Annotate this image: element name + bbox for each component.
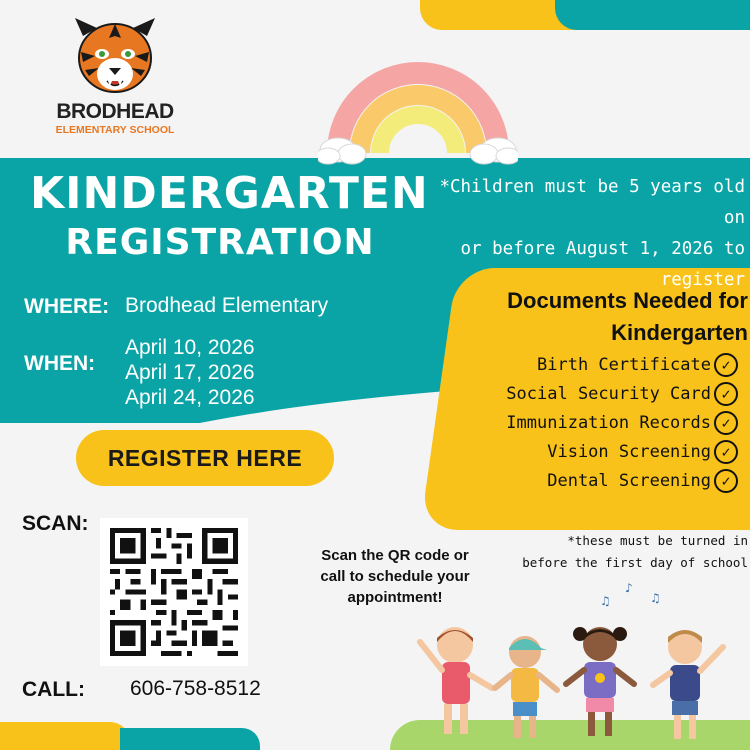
age-note-line-1: *Children must be 5 years old on: [439, 177, 745, 228]
check-circle-icon: ✓: [714, 353, 738, 377]
check-circle-icon: ✓: [714, 411, 738, 435]
document-item: [430, 408, 738, 437]
school-name: BRODHEAD: [56, 100, 174, 123]
date-item: April 10, 2026: [125, 336, 255, 359]
document-label: Immunization Records: [506, 412, 711, 433]
scan-message-line-1: Scan the QR code or: [321, 547, 469, 564]
bottom-teal-accent: [120, 728, 260, 750]
call-label: CALL:: [22, 678, 85, 701]
date-item: April 24, 2026: [125, 386, 255, 409]
check-circle-icon: ✓: [714, 469, 738, 493]
documents-title-line-2: Kindergarten: [611, 320, 748, 345]
age-requirement-note: [410, 172, 745, 296]
svg-text:♫: ♫: [600, 594, 611, 608]
turned-in-line-2: before the first day of school: [522, 555, 748, 570]
date-item: April 17, 2026: [125, 361, 255, 384]
title-line-1: KINDERGARTEN: [30, 168, 429, 219]
where-label: WHERE:: [24, 295, 110, 318]
document-item: [430, 437, 738, 466]
where-value: Brodhead Elementary: [125, 294, 329, 317]
scan-label: SCAN:: [22, 512, 89, 535]
age-note-line-3: register: [660, 270, 745, 290]
documents-title: [430, 285, 748, 349]
register-here-button[interactable]: REGISTER HERE: [76, 430, 334, 486]
rainbow-icon: [318, 58, 518, 168]
school-subtitle: ELEMENTARY SCHOOL: [55, 124, 175, 136]
svg-text:♫: ♫: [650, 591, 661, 605]
children-illustration: [400, 580, 745, 750]
check-circle-icon: ✓: [714, 440, 738, 464]
check-circle-icon: ✓: [714, 382, 738, 406]
document-label: Birth Certificate: [537, 354, 711, 375]
qr-code[interactable]: [100, 518, 248, 666]
phone-number[interactable]: 606-758-8512: [130, 677, 261, 700]
when-dates: [125, 335, 255, 410]
top-teal-accent: [555, 0, 750, 30]
document-item: [430, 466, 738, 495]
turned-in-line-1: *these must be turned in: [567, 533, 748, 548]
turned-in-note: [520, 530, 748, 574]
scan-message-line-2: call to schedule your: [320, 568, 470, 585]
documents-list: [430, 350, 738, 495]
document-label: Vision Screening: [547, 441, 711, 462]
document-item: [430, 379, 738, 408]
music-note-icon: [600, 581, 661, 608]
when-label: WHEN:: [24, 352, 96, 375]
scan-message-line-3: appointment!: [347, 589, 443, 606]
age-note-line-2: or before August 1, 2026 to: [460, 239, 745, 259]
qr-code-icon: [110, 528, 238, 656]
title-line-2: REGISTRATION: [65, 222, 375, 263]
document-label: Dental Screening: [547, 470, 711, 491]
document-item: [430, 350, 738, 379]
document-label: Social Security Card: [506, 383, 711, 404]
svg-text:♪: ♪: [625, 581, 633, 595]
documents-title-line-1: Documents Needed for: [507, 288, 748, 313]
bottom-yellow-accent: [0, 722, 130, 750]
